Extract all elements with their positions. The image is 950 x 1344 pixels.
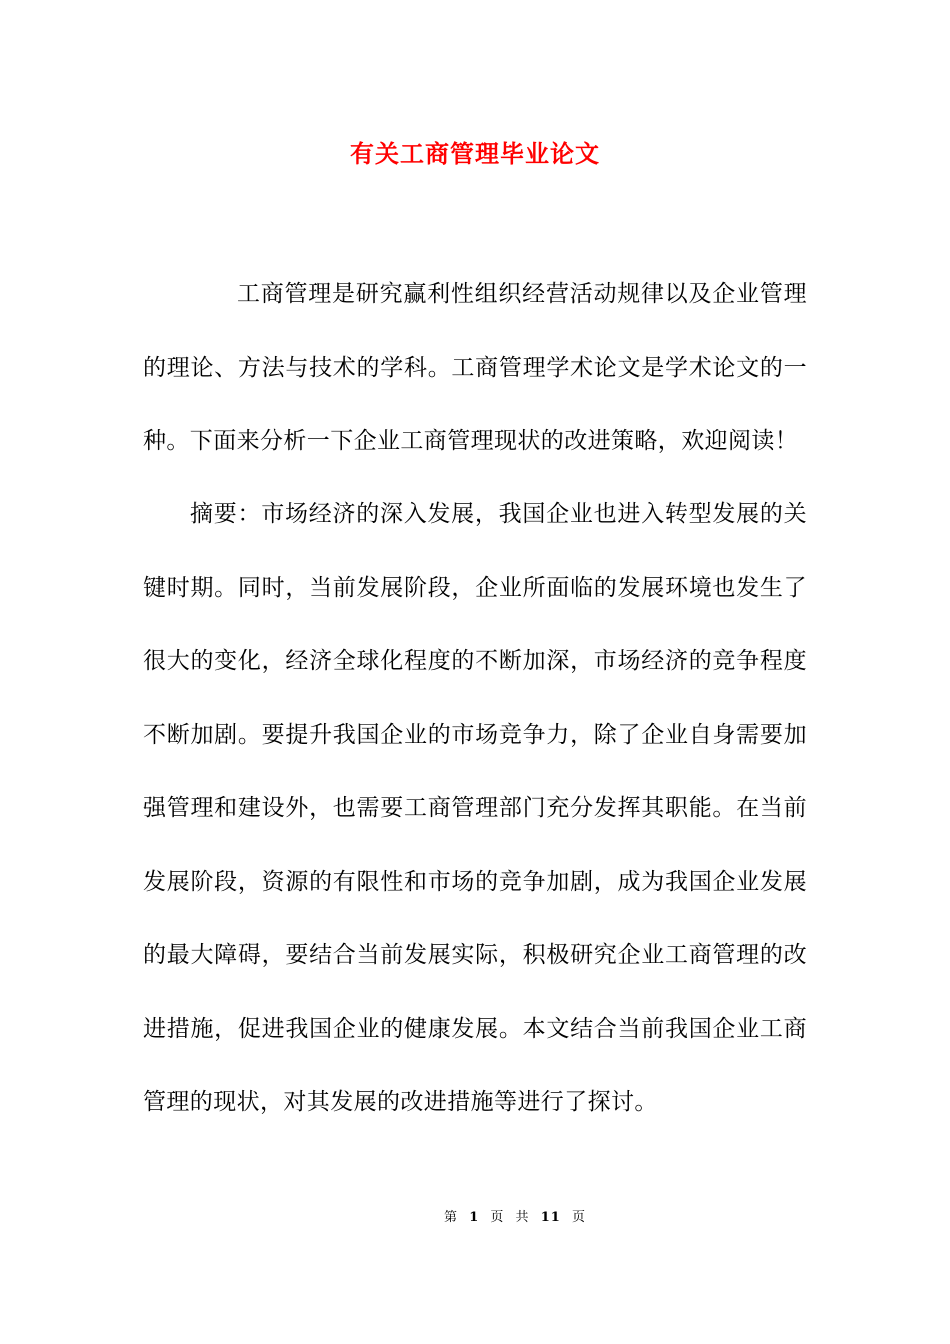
footer-total-prefix: 共 xyxy=(515,1210,530,1225)
page-footer xyxy=(0,1208,950,1228)
footer-page-word: 页 xyxy=(490,1210,505,1225)
footer-prefix: 第 xyxy=(444,1210,459,1225)
footer-total-pages: 11 xyxy=(540,1210,561,1225)
intro-paragraph: 工商管理是研究赢利性组织经营活动规律以及企业管理的理论、方法与技术的学科。工商管理学术论文是学术论文的一种。下面来分析一下企业工商管理现状的改进策略，欢迎阅读！ xyxy=(143,281,807,454)
abstract-paragraph: 摘要：市场经济的深入发展，我国企业也进入转型发展的关键时期。同时，当前发展阶段，企业所面临的发展环境也发生了很大的变化，经济全球化程度的不断加深，市场经济的竞争程度不断加剧。要提升我国企业的市场竞争力，除了企业自身需要加强管理和建设外，也需要工商管理部门充分发挥其职能。在当前发展阶段，资源的有限性和市场的竞争加剧，成为我国企业发展的最大障碍，要结合当前发展实际，积极研究企业工商管理的改进措施，促进我国企业的健康发展。本文结合当前我国企业工商管理的现状，对其发展的改进措施等进行了探讨。 xyxy=(143,501,807,1115)
intro-paragraph-block xyxy=(143,258,807,479)
document-title: 有关工商管理毕业论文 xyxy=(350,139,600,168)
abstract-paragraph-block xyxy=(143,478,807,1140)
footer-suffix: 页 xyxy=(571,1210,586,1225)
footer-current-page: 1 xyxy=(469,1210,480,1225)
